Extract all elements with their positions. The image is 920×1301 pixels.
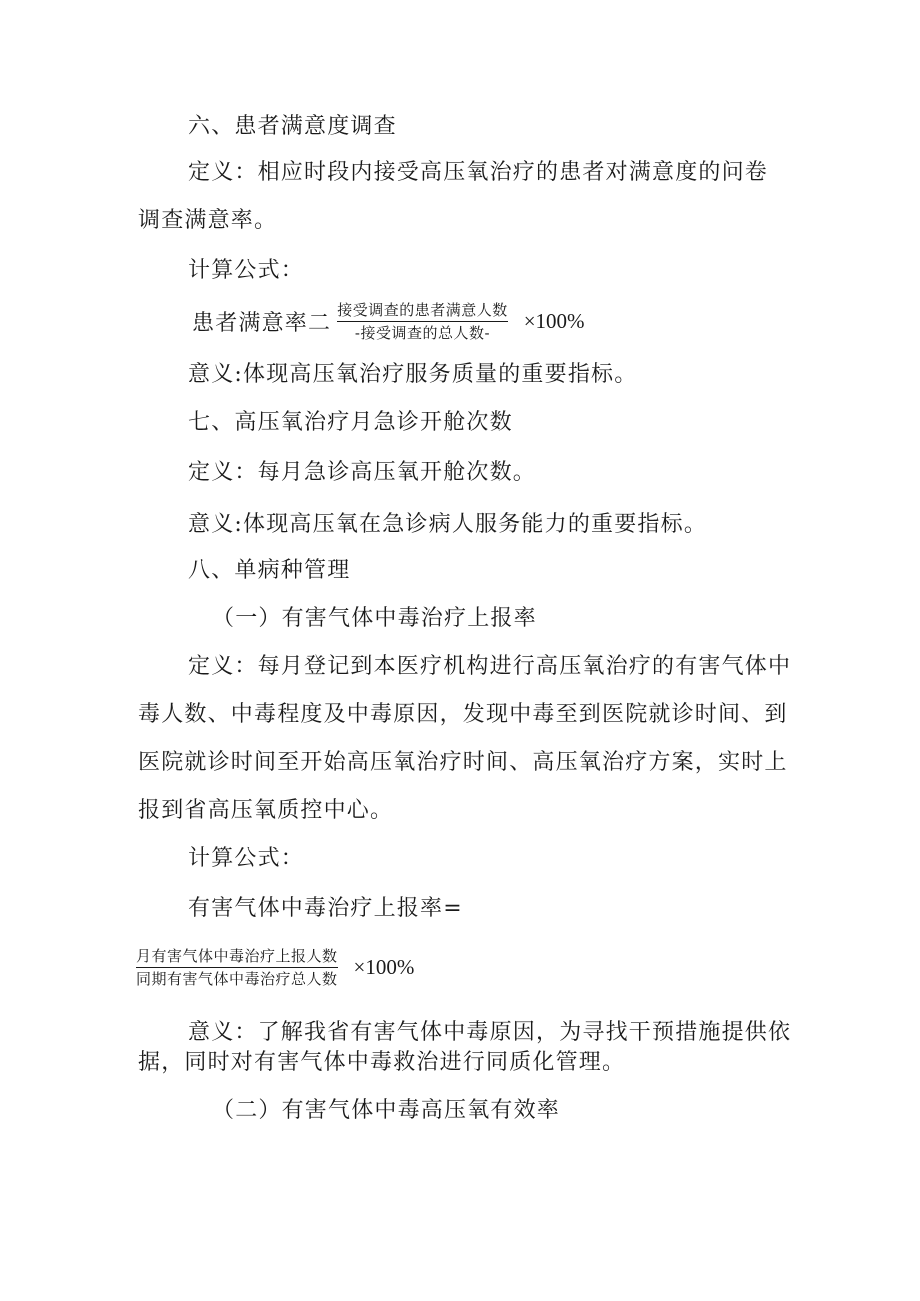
section-8-heading: 八、单病种管理 (188, 558, 351, 583)
fraction-bar (136, 967, 338, 968)
section-6-definition-line-1: 定义：相应时段内接受高压氧治疗的患者对满意度的问卷 (188, 160, 769, 185)
formula-label: 患者满意率二 (192, 311, 332, 336)
section-6-meaning: 意义:体现高压氧治疗服务质量的重要指标。 (188, 362, 638, 387)
section-8-1-definition-line-1: 定义：每月登记到本医疗机构进行高压氧治疗的有害气体中 (188, 654, 792, 679)
section-7-heading: 七、高压氧治疗月急诊开舱次数 (188, 410, 513, 435)
section-8-1-formula-label: 计算公式： (188, 846, 305, 871)
section-8-1-definition-line-2: 毒人数、中毒程度及中毒原因，发现中毒至到医院就诊时间、到 (138, 702, 788, 727)
formula-multiplier: ×100% (353, 955, 415, 979)
section-6-heading: 六、患者满意度调查 (188, 114, 397, 139)
report-rate-formula-label: 有害气体中毒治疗上报率= (188, 896, 463, 921)
formula-fraction (136, 946, 338, 989)
formula-numerator: 月有害气体中毒治疗上报人数 (136, 947, 338, 965)
report-rate-formula (136, 946, 414, 989)
section-8-1-meaning-line-2: 据，同时对有害气体中毒救治进行同质化管理。 (138, 1050, 626, 1075)
section-8-2-heading: （二）有害气体中毒高压氧有效率 (212, 1098, 561, 1123)
section-8-1-meaning-line-1: 意义：了解我省有害气体中毒原因，为寻找干预措施提供依 (188, 1020, 792, 1045)
section-6-definition-line-2: 调查满意率。 (138, 208, 278, 233)
section-7-meaning: 意义:体现高压氧在急诊病人服务能力的重要指标。 (188, 512, 708, 537)
section-8-1-heading: （一）有害气体中毒治疗上报率 (212, 606, 537, 631)
section-6-formula-label: 计算公式： (188, 258, 305, 283)
formula-denominator: -接受调查的总人数- (354, 324, 491, 342)
formula-numerator: 接受调查的患者满意人数 (337, 301, 508, 319)
formula-fraction (337, 300, 508, 343)
fraction-bar (337, 321, 508, 322)
satisfaction-rate-formula (192, 300, 585, 343)
section-8-1-definition-line-4: 报到省高压氧质控中心。 (138, 798, 394, 823)
formula-denominator: 同期有害气体中毒治疗总人数 (136, 970, 338, 988)
section-7-definition: 定义：每月急诊高压氧开舱次数。 (188, 460, 537, 485)
section-8-1-definition-line-3: 医院就诊时间至开始高压氧治疗时间、高压氧治疗方案，实时上 (138, 750, 788, 775)
formula-multiplier: ×100% (523, 309, 585, 333)
